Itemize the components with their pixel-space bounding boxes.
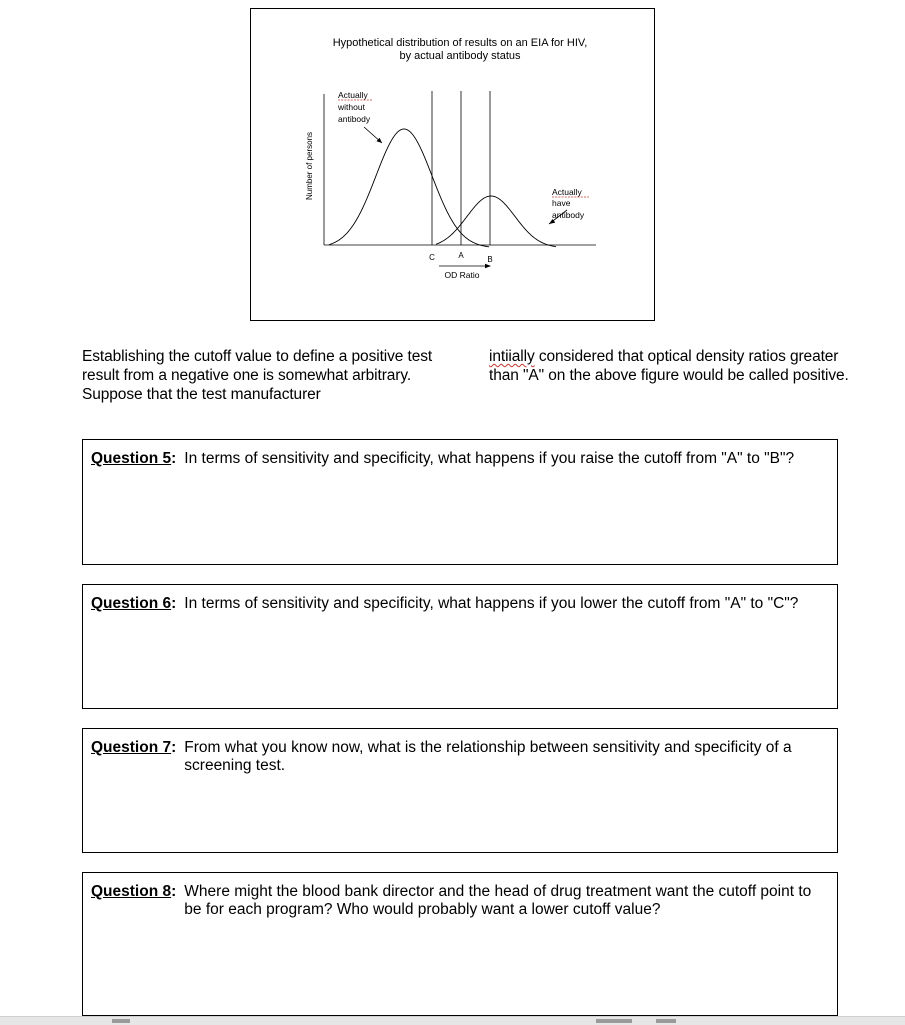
right-label-line2: have [552,198,571,208]
distribution-chart [251,9,656,322]
cutoff-label-a: A [458,251,464,260]
intro-left-column: Establishing the cutoff value to define a positive test result from a negative one is somewhat arbitrary. Suppose that the test manufacturer [82,348,433,403]
scroll-mark-right [656,1019,676,1023]
question-8-text: Where might the blood bank director and the head of drug treatment want the cutoff point to be for each program? Who would probably want a lower cutoff value? [184,883,812,918]
question-8-box[interactable]: Question 8 : Where might the blood bank director and the head of drug treatment want the cutoff point to be for each program? Who would probably want a lower cutoff value? [82,872,838,1016]
question-6-label: Question 6 [91,595,172,612]
chart-title-line1: Hypothetical distribution of results on an EIA for HIV, [332,37,588,49]
curve-have-antibody [436,196,556,247]
question-5-label: Question 5 [91,450,172,467]
left-label-line2: without [338,102,365,112]
right-label-line1: Actually [552,187,582,197]
x-axis-label: OD Ratio [444,270,480,280]
cutoff-label-b: B [487,255,493,264]
question-8-label: Question 8 [91,883,172,900]
question-7-label: Question 7 [91,739,172,756]
left-label-line3: antibody [338,114,371,124]
right-label-line3: antibody [552,210,585,220]
chart-title-line2: by actual antibody status [399,50,521,62]
question-7-box[interactable]: Question 7 : From what you know now, what is the relationship between sensitivity and specificity of a screening test. [82,728,838,853]
scroll-mark-left [112,1019,130,1023]
misspelled-word: intiially [489,348,535,365]
curve-without-antibody [329,129,489,247]
intro-right-column [489,347,849,385]
question-6-text: In terms of sensitivity and specificity, what happens if you lower the cutoff from "A" to "C"? [184,595,799,612]
question-5-box[interactable]: Question 5 : In terms of sensitivity and specificity, what happens if you raise the cutoff from "A" to "B"? [82,439,838,565]
scroll-thumb[interactable] [596,1019,632,1023]
y-axis-label: Number of persons [305,131,314,201]
x-arrow-head [485,264,491,268]
intro-right-text: considered that optical density ratios greater than "A" on the above figure would be called positive. [489,348,849,384]
question-6-box[interactable]: Question 6 : In terms of sensitivity and specificity, what happens if you lower the cutoff from "A" to "C"? [82,584,838,709]
question-7-text: From what you know now, what is the relationship between sensitivity and specificity of a screening test. [184,739,792,774]
figure-box [250,8,655,321]
question-5-text: In terms of sensitivity and specificity, what happens if you raise the cutoff from "A" to "B"? [184,450,795,467]
left-label-line1: Actually [338,90,368,100]
cutoff-label-c: C [429,253,435,262]
